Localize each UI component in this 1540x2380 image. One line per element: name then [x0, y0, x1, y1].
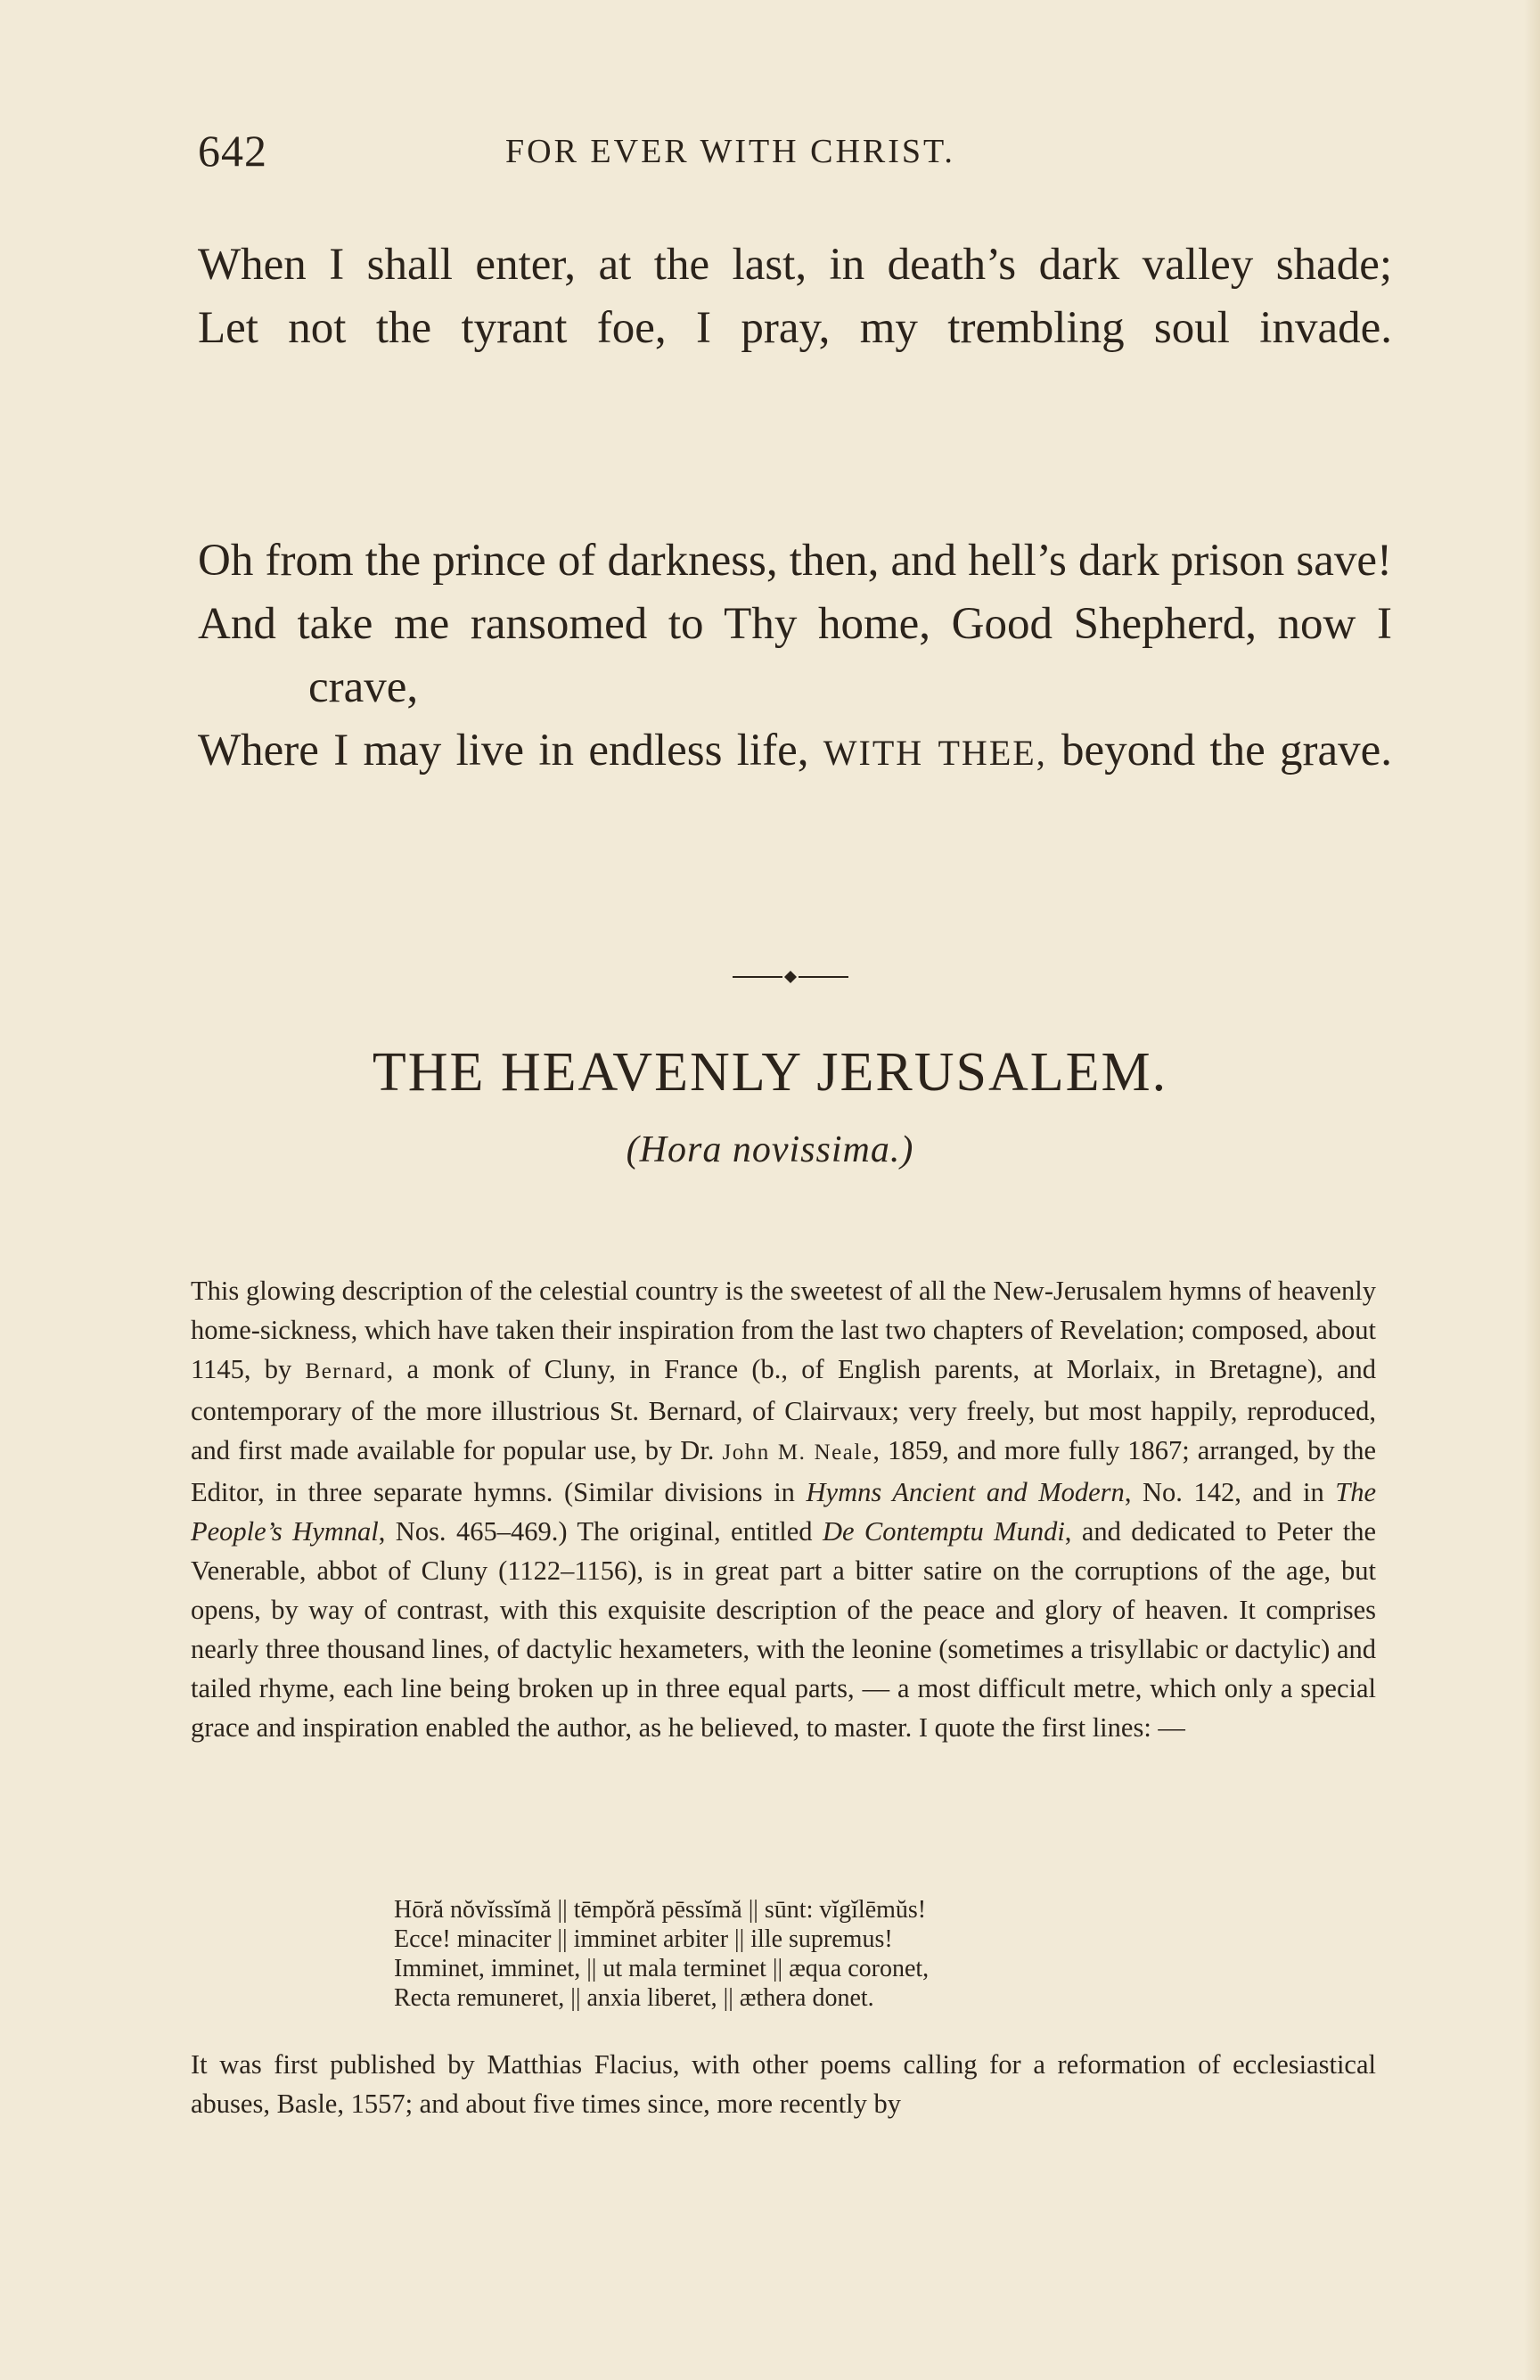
- page-number: 642: [198, 126, 267, 176]
- small-caps-thee: THEE,: [938, 733, 1047, 773]
- latin-line: Recta remuneret, || anxia liberet, || æthera donet.: [394, 1984, 874, 2012]
- ornament-rule-icon: [733, 966, 848, 988]
- title-hymns-ancient-modern: Hymns Ancient and Modern: [806, 1477, 1125, 1507]
- page-edge: [1524, 0, 1540, 2380]
- verse-stanza-2: [198, 529, 1392, 784]
- section-subtitle: (Hora novissima.): [626, 1129, 914, 1170]
- verse-line: Oh from the prince of darkness, then, and hell’s dark prison save!: [198, 536, 1392, 586]
- closing-paragraph: It was first published by Matthias Flacius, with other poems calling for a reformation of ecclesiastical abuses, Basle, 1557; and about five times since, more recently by: [191, 2049, 1376, 2119]
- title-peoples-hymnal: The People’s Hymnal: [191, 1477, 1377, 1547]
- verse-line-last: Where I may live in endless life, WITH THEE, beyond the grave.: [198, 726, 1393, 776]
- verse-line: And take me ransomed to Thy home, Good Shepherd, now I crave,: [198, 599, 1392, 712]
- title-de-contemptu-mundi: De Contemptu Mundi: [822, 1516, 1065, 1547]
- small-caps-with: WITH: [823, 733, 924, 773]
- small-caps-bernard: Bernard: [305, 1359, 387, 1383]
- verse-stanza-1: [198, 234, 1392, 360]
- section-title: THE HEAVENLY JERUSALEM.: [372, 1042, 1168, 1103]
- latin-line: Hōră nŏvĭssĭmă || tēmpŏră pēssĭmă || sūnt: vĭgĭlēmŭs!: [394, 1896, 927, 1924]
- page-header: [198, 125, 1383, 178]
- verse-line: Let not the tyrant foe, I pray, my trembling soul invade.: [198, 303, 1392, 353]
- small-caps-neale: John M. Neale: [722, 1440, 873, 1465]
- running-head: FOR EVER WITH CHRIST.: [505, 133, 955, 170]
- latin-quotation: [394, 1895, 1196, 2013]
- latin-line: Ecce! minaciter || imminet arbiter || ille supremus!: [394, 1925, 893, 1953]
- intro-paragraph: This glowing description of the celestial country is the sweetest of all the New-Jerusalem hymns of heavenly home-sickness, which have taken their inspiration from the last two chapters of Revelation; composed, about 1145, by Bernard, a monk of Cluny, in France (b., of English parents, at Morlaix, in Bretagne), and contemporary of the more illustrious St. Bernard, of Clairvaux; very freely, but most happily, reproduced, and first made available for popular use, by Dr. John M. Neale, 1859, and more fully 1867; arranged, by the Editor, in three separate hymns. (Similar divisions in Hymns Ancient and Modern, No. 142, and in The People’s Hymnal, Nos. 465–469.) The original, entitled De Contemptu Mundi, and dedicated to Peter the Venerable, abbot of Cluny (1122–1156), is in great part a bitter satire on the corruptions of the age, but opens, by way of contrast, with this exquisite description of the peace and glory of heaven. It comprises nearly three thousand lines, of dactylic hexameters, with the leonine (sometimes a trisyllabic or dactylic) and tailed rhyme, each line being broken up in three equal parts, — a most difficult metre, which only a special grace and inspiration enabled the author, as he believed, to master. I quote the first lines: —: [191, 1276, 1377, 1743]
- verse-line: When I shall enter, at the last, in death’s dark valley shade;: [198, 240, 1392, 290]
- latin-line: Imminet, imminet, || ut mala terminet || æqua coronet,: [394, 1955, 930, 1982]
